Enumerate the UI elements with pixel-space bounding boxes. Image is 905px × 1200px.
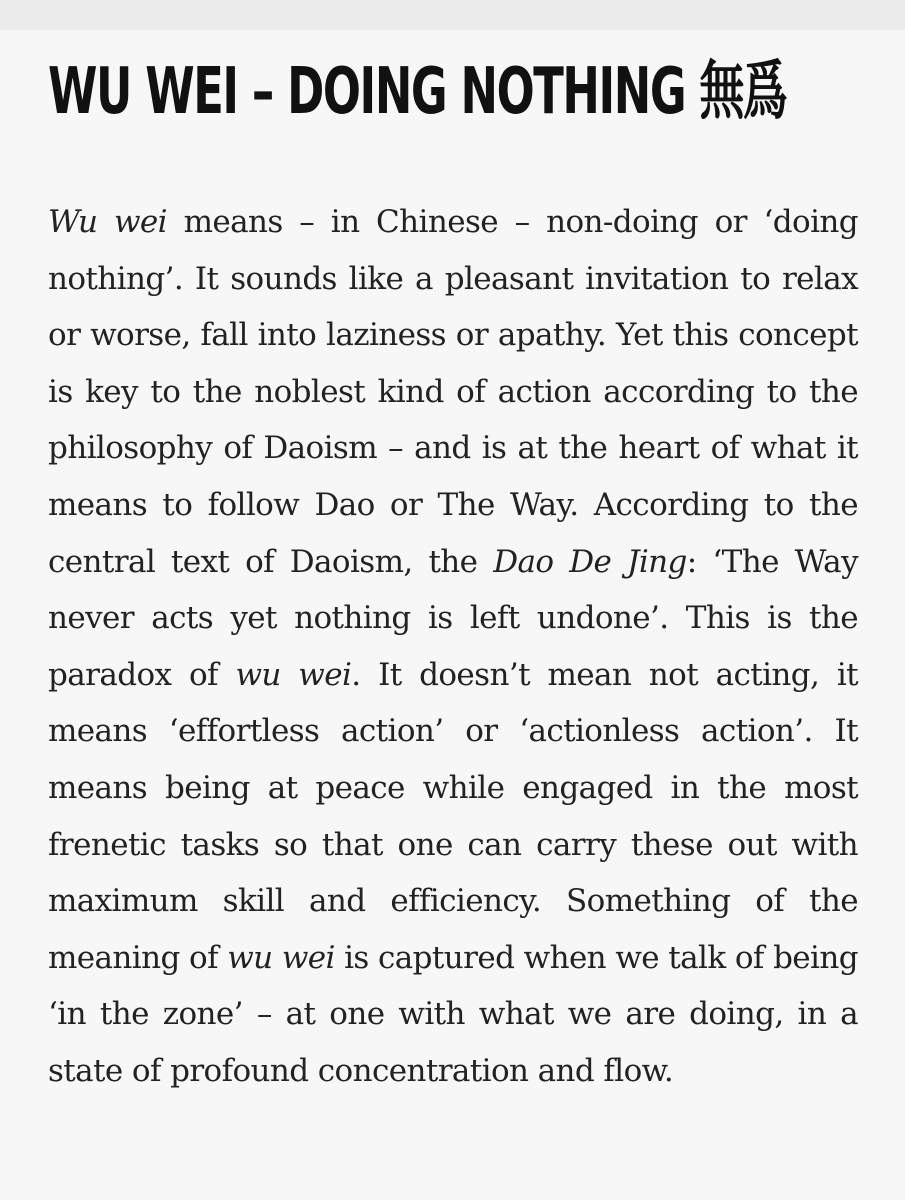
article-paragraph <box>48 194 858 1100</box>
italic-term: Wu wei <box>48 204 167 240</box>
text-run: : ‘The Way never acts yet nothing is left undone’. This is the paradox of <box>48 543 858 693</box>
italic-term: Dao De Jing <box>493 543 687 580</box>
article-card <box>0 30 905 1200</box>
italic-term: wu wei <box>235 656 352 693</box>
text-run: is captured when we talk of being ‘in the zone’ – at one with what we are doing, in a state of profound concentration and flow. <box>48 939 858 1089</box>
top-strip <box>0 0 905 30</box>
italic-term: wu wei <box>227 939 335 976</box>
article-title: WU WEI – DOING NOTHING 無爲 <box>48 55 787 129</box>
text-run: means – in Chinese – non-doing or ‘doing nothing’. It sounds like a pleasant invitation to relax or worse, fall into laziness or apathy. Yet this concept is key to the noblest kind of action according to the philosophy of Daoism – and is at the heart of what it means to follow Dao or The Way. According to the central text of Daoism, the <box>48 204 858 580</box>
text-run: . It doesn’t mean not acting, it means ‘effortless action’ or ‘actionless action’. It means being at peace while engaged in the most frenetic tasks so that one can carry these out with maximum skill and efficiency. Something of the meaning of <box>48 656 859 976</box>
